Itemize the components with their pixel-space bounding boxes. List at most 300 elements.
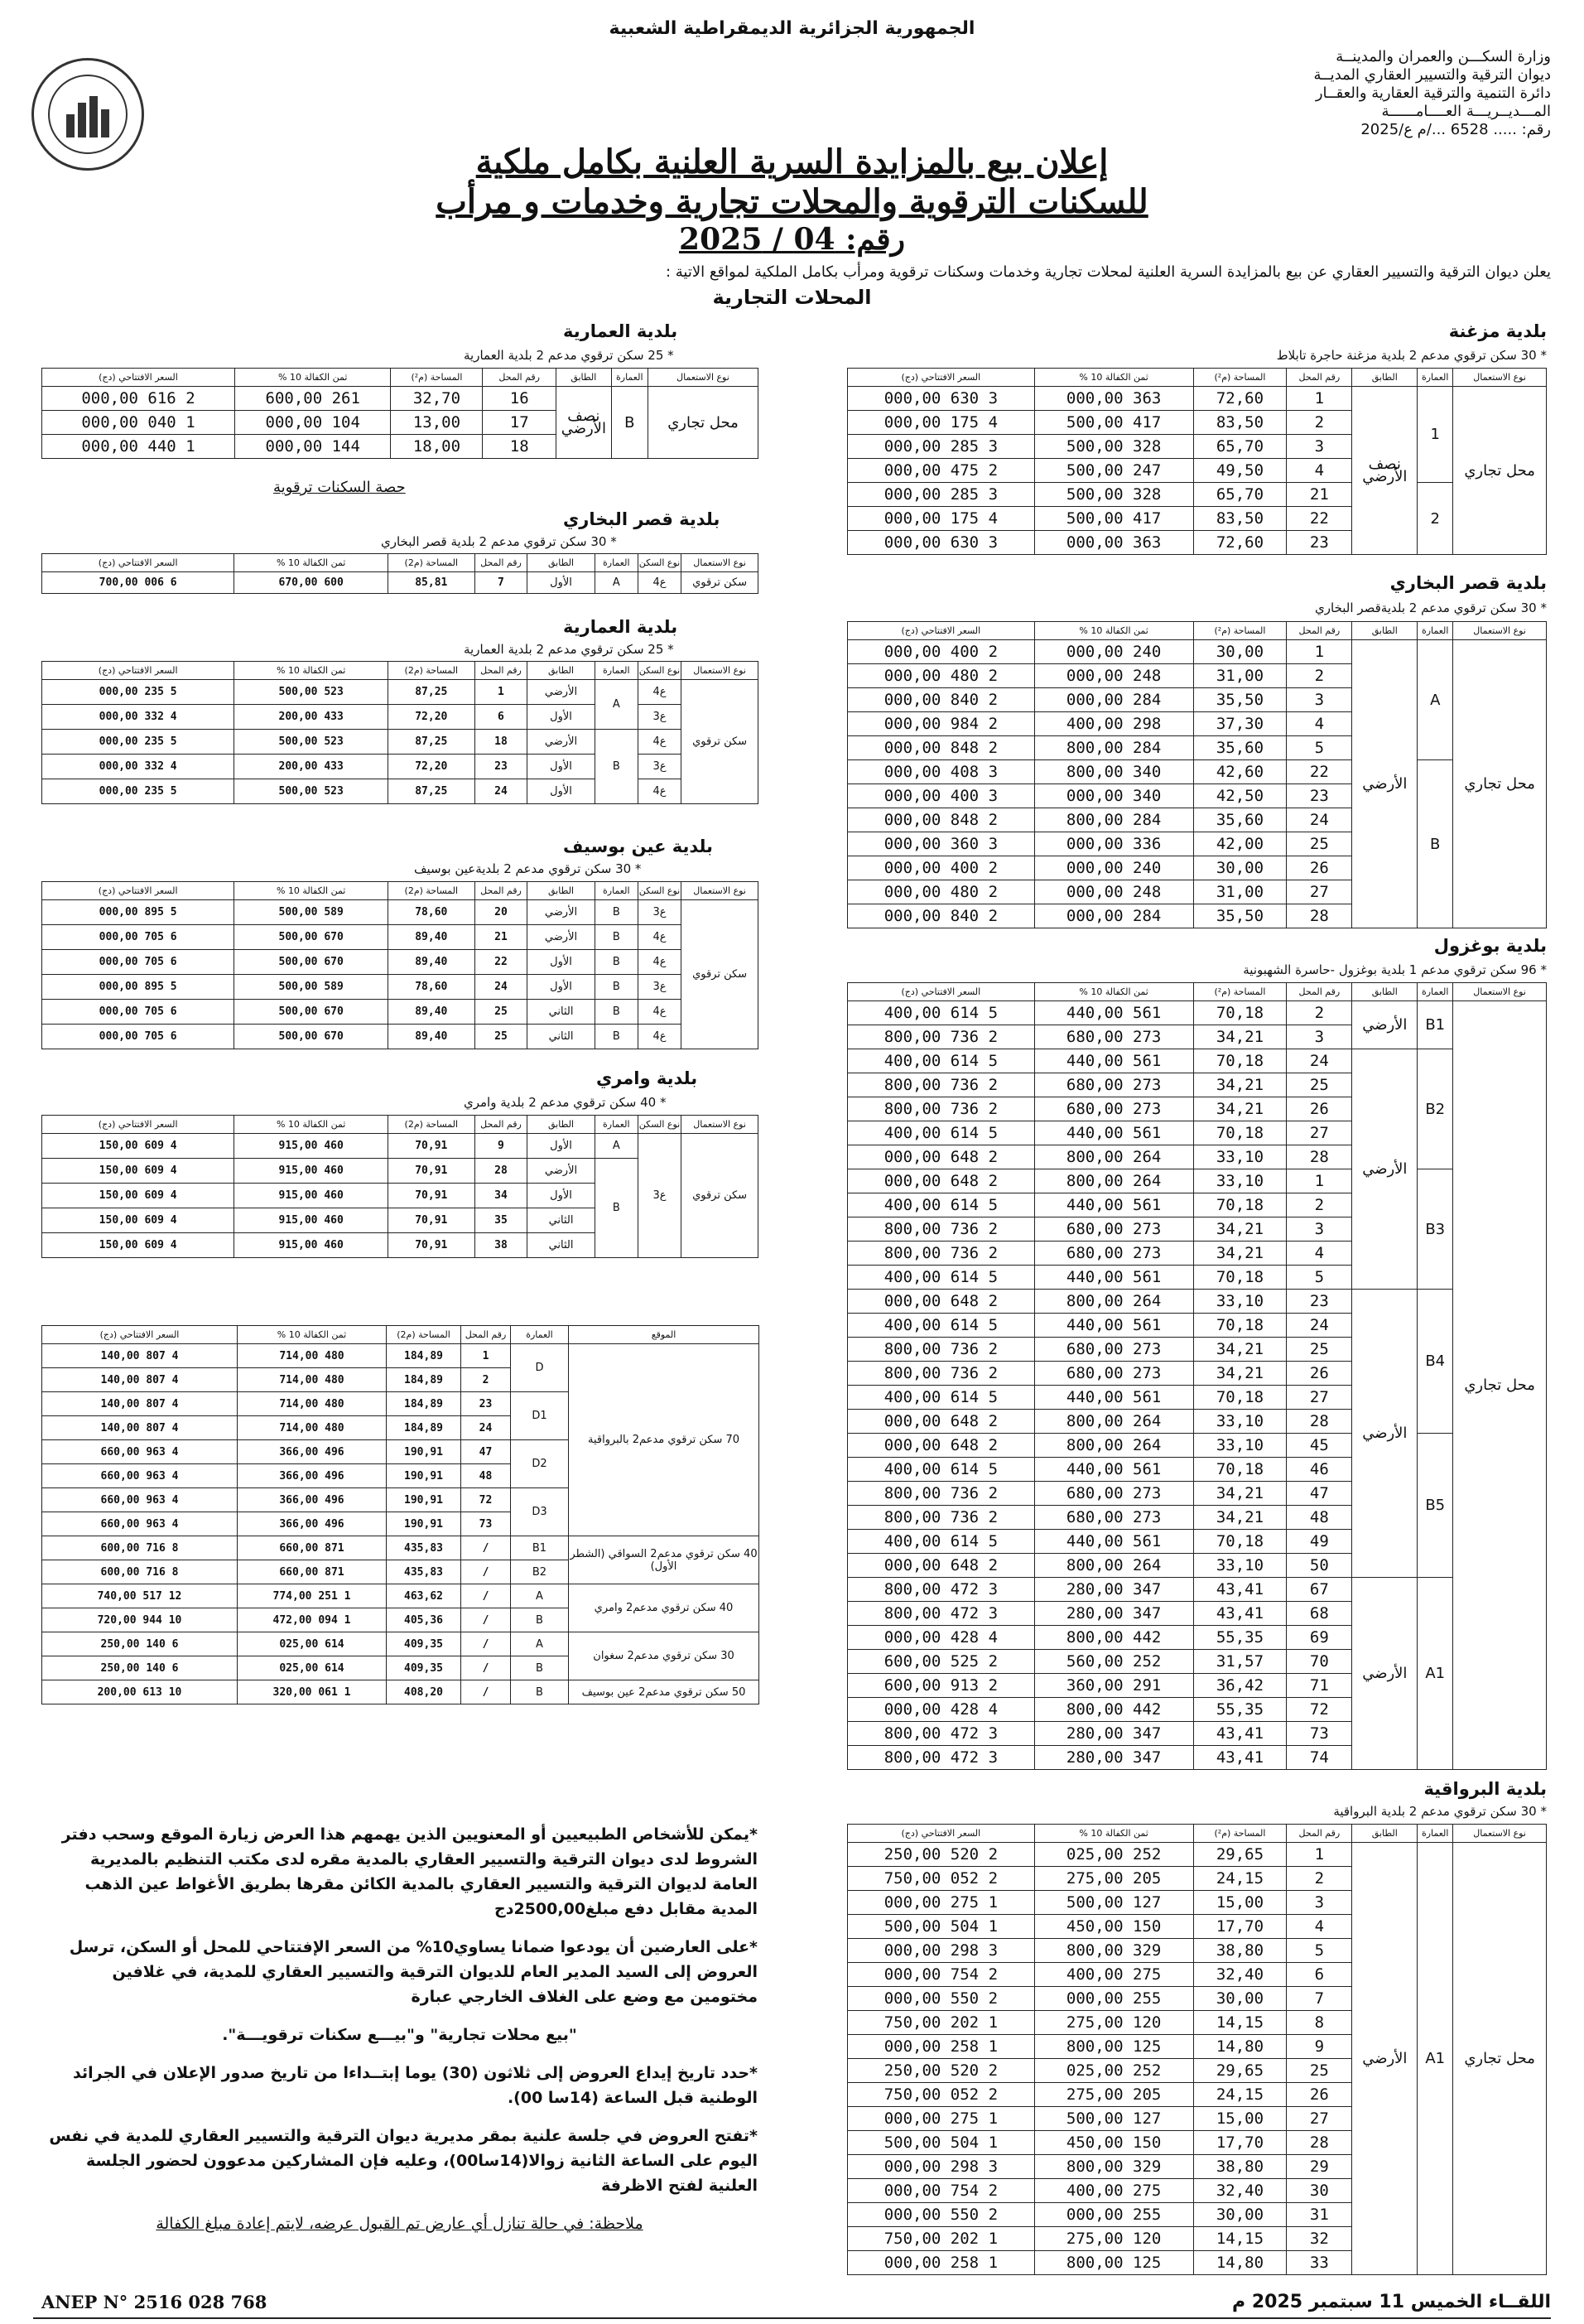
floor-cell: الأول (527, 779, 595, 804)
unit-number: 28 (1287, 2131, 1352, 2155)
column-header: المساحة (م2) (388, 1116, 474, 1134)
deposit-value: 417 500,00 (1034, 411, 1193, 435)
area-value: 78,60 (388, 900, 474, 925)
type-cell: ع4 (638, 1025, 681, 1049)
deposit-value: 264 800,00 (1034, 1290, 1193, 1314)
deposit-value: 561 440,00 (1034, 1121, 1193, 1145)
opening-price: 2 736 800,00 (848, 1097, 1035, 1121)
opening-price: 3 400 000,00 (848, 784, 1035, 808)
column-header: السعر الافتتاحي (دج) (42, 1326, 238, 1344)
opening-price: 10 944 720,00 (42, 1608, 238, 1632)
column-header: السعر الافتتاحي (دج) (848, 983, 1035, 1001)
unit-number: 2 (1287, 1193, 1352, 1217)
unit-number: 47 (1287, 1482, 1352, 1506)
opening-price: 8 716 600,00 (42, 1560, 238, 1584)
unit-number: 28 (1287, 1410, 1352, 1434)
building-cell: B (611, 387, 648, 459)
deposit-value: 264 800,00 (1034, 1145, 1193, 1169)
header-row (42, 1326, 759, 1344)
deposit-value: 347 280,00 (1034, 1602, 1193, 1626)
unit-number: 47 (461, 1440, 511, 1464)
area-value: 34,21 (1193, 1506, 1287, 1530)
unit-number: 24 (474, 779, 527, 804)
building-cell: A (1418, 640, 1453, 760)
table-row (42, 1632, 759, 1656)
floor-cell: الأول (527, 1134, 595, 1159)
area-value: 65,70 (1193, 435, 1287, 459)
floor-cell: الثاني (527, 1233, 595, 1258)
area-value: 15,00 (1193, 2107, 1287, 2131)
building-cell: B1 (511, 1536, 569, 1560)
opening-price: 3 285 000,00 (848, 435, 1035, 459)
opening-price: 2 400 000,00 (848, 640, 1035, 664)
column-header: نوع الاستعمال (1453, 1825, 1547, 1843)
section-commercial: المحلات التجارية (712, 286, 872, 309)
floor-cell: الأرضي (527, 900, 595, 925)
opening-price: 2 520 250,00 (848, 2059, 1035, 2083)
opening-price: 1 258 000,00 (848, 2251, 1035, 2275)
opening-price: 1 440 000,00 (42, 435, 235, 459)
opening-price: 4 807 140,00 (42, 1368, 238, 1392)
area-value: 87,25 (388, 779, 474, 804)
unit-number: 6 (474, 705, 527, 730)
column-header: نوع الاستعمال (1453, 369, 1547, 387)
site-cell: 30 سكن ترقوي مدعم2 سغوان (569, 1632, 759, 1680)
opening-price: 1 040 000,00 (42, 411, 235, 435)
header-row (42, 369, 758, 387)
floor-cell: الأرضي (1352, 1001, 1418, 1049)
unit-number: 26 (1287, 856, 1352, 880)
note-paragraph: *حدد تاريخ إيداع العروض إلى ثلاثون (30) يوما إبتــداءا من تاريخ صدور الإعلان في الجرائد الوطنية قبل الساعة (14سا 00). (73, 2064, 758, 2107)
unit-number: 18 (483, 435, 556, 459)
opening-price: 5 614 400,00 (848, 1121, 1035, 1145)
building-cell: 2 (1418, 483, 1453, 555)
column-header: نوع الاستعمال (681, 882, 758, 900)
unit-number: 23 (1287, 531, 1352, 555)
column-header: العمارة (595, 882, 638, 900)
section-residential: حصة السكنات ترقوية (273, 479, 406, 496)
title-line-2: للسكنات الترقوية والمحلات تجارية وخدمات و مرأب (436, 182, 1148, 221)
deposit-value: 273 680,00 (1034, 1242, 1193, 1266)
area-value: 70,18 (1193, 1458, 1287, 1482)
deposit-value: 248 000,00 (1034, 880, 1193, 904)
floor-cell: الأرضي (1352, 1049, 1418, 1290)
deposit-value: 433 200,00 (234, 705, 388, 730)
column-header: رقم المحل (1287, 983, 1352, 1001)
unit-number: 28 (1287, 1145, 1352, 1169)
table-row (848, 1049, 1547, 1073)
building-cell: B (595, 730, 638, 804)
opening-price: 4 609 150,00 (42, 1134, 234, 1159)
building-cell: D3 (511, 1488, 569, 1536)
unit-number: 3 (1287, 1891, 1352, 1915)
building-cell: B (511, 1680, 569, 1704)
opening-price: 1 275 000,00 (848, 1891, 1035, 1915)
building-cell: A (511, 1584, 569, 1608)
table-sites (41, 1325, 759, 1704)
table-row (42, 1134, 758, 1159)
column-header: نوع الاستعمال (681, 554, 758, 572)
area-value: 43,41 (1193, 1746, 1287, 1770)
opening-price: 3 472 800,00 (848, 1722, 1035, 1746)
deposit-value: 248 000,00 (1034, 664, 1193, 688)
header-row (848, 983, 1547, 1001)
table-maghnia (847, 368, 1547, 555)
area-value: 37,30 (1193, 712, 1287, 736)
unit-number: 70 (1287, 1650, 1352, 1674)
opening-price: 6 705 000,00 (42, 950, 234, 975)
column-header: العمارة (595, 554, 638, 572)
opening-price: 2 736 800,00 (848, 1073, 1035, 1097)
building-cell: B (511, 1656, 569, 1680)
unit-number: 25 (1287, 1073, 1352, 1097)
deposit-value: 264 800,00 (1034, 1554, 1193, 1578)
muni-amaria-res: بلدية العمارية (563, 617, 678, 637)
building-cell: B (595, 975, 638, 1000)
area-value: 14,15 (1193, 2011, 1287, 2035)
area-value: 190,91 (387, 1512, 461, 1536)
deposit-value: 205 275,00 (1034, 1867, 1193, 1891)
deposit-value: 561 440,00 (1034, 1266, 1193, 1290)
deposit-value: 561 440,00 (1034, 1001, 1193, 1025)
sub-amaria-res: * 25 سكن ترقوي مدعم 2 بلدية العمارية (464, 642, 674, 657)
opening-price: 2 848 000,00 (848, 736, 1035, 760)
area-value: 34,21 (1193, 1362, 1287, 1386)
area-value: 31,57 (1193, 1650, 1287, 1674)
area-value: 435,83 (387, 1560, 461, 1584)
area-value: 408,20 (387, 1680, 461, 1704)
column-header: السعر الافتتاحي (دج) (42, 1116, 234, 1134)
deposit-value: 252 025,00 (1034, 2059, 1193, 2083)
unit-number: 50 (1287, 1554, 1352, 1578)
header-row (42, 554, 758, 572)
area-value: 30,00 (1193, 2203, 1287, 2227)
opening-price: 2 480 000,00 (848, 664, 1035, 688)
deposit-value: 561 440,00 (1034, 1193, 1193, 1217)
opening-price: 8 716 600,00 (42, 1536, 238, 1560)
floor-cell: الأول (527, 705, 595, 730)
deposit-value: 561 440,00 (1034, 1458, 1193, 1482)
unit-number: 3 (1287, 1217, 1352, 1242)
opening-price: 2 616 000,00 (42, 387, 235, 411)
floor-cell: نصف الأرضي (1352, 387, 1418, 555)
opening-price: 6 705 000,00 (42, 925, 234, 950)
area-value: 190,91 (387, 1440, 461, 1464)
column-header: الطابق (1352, 1825, 1418, 1843)
deposit-value: 261 600,00 (234, 387, 391, 411)
unit-number: 2 (461, 1368, 511, 1392)
ministry-line: وزارة السكـــن والعمران والمدينــة (1336, 48, 1551, 65)
deposit-value: 523 500,00 (234, 779, 388, 804)
site-cell: 50 سكن ترقوي مدعم2 عين بوسيف (569, 1680, 759, 1704)
type-cell: ع4 (638, 1000, 681, 1025)
opening-price: 5 895 000,00 (42, 975, 234, 1000)
area-value: 72,20 (388, 705, 474, 730)
area-value: 70,18 (1193, 1386, 1287, 1410)
unit-number: 24 (474, 975, 527, 1000)
area-value: 70,18 (1193, 1121, 1287, 1145)
floor-cell: الأرضي (527, 730, 595, 755)
column-header: المساحة (م²) (1193, 369, 1287, 387)
unit-number: 34 (474, 1184, 527, 1208)
opening-price: 4 428 000,00 (848, 1698, 1035, 1722)
area-value: 34,21 (1193, 1217, 1287, 1242)
type-cell: ع4 (638, 730, 681, 755)
unit-number: 24 (1287, 1049, 1352, 1073)
unit-number: 4 (1287, 712, 1352, 736)
muni-ksar: بلدية قصر البخاري (1389, 573, 1547, 593)
column-header: العمارة (1418, 622, 1453, 640)
area-value: 14,80 (1193, 2251, 1287, 2275)
unit-number: 49 (1287, 1530, 1352, 1554)
column-header: نوع الاستعمال (1453, 983, 1547, 1001)
area-value: 14,80 (1193, 2035, 1287, 2059)
unit-number: 26 (1287, 2083, 1352, 2107)
area-value: 14,15 (1193, 2227, 1287, 2251)
area-value: 72,60 (1193, 531, 1287, 555)
muni-ouamri: بلدية وامري (596, 1068, 698, 1088)
deposit-value: 871 660,00 (238, 1536, 387, 1560)
column-header: العمارة (595, 662, 638, 680)
deposit-value: 340 000,00 (1034, 784, 1193, 808)
column-header: نوع الاستعمال (681, 1116, 758, 1134)
area-value: 34,21 (1193, 1242, 1287, 1266)
title-line-1: إعلان بيع بالمزايدة السرية العلنية بكامل ملكية (475, 142, 1109, 181)
opening-price: 2 913 600,00 (848, 1674, 1035, 1698)
opening-price: 2 648 000,00 (848, 1434, 1035, 1458)
unit-number: / (461, 1536, 511, 1560)
type-cell: ع4 (638, 572, 681, 594)
unit-number: 74 (1287, 1746, 1352, 1770)
republic-header: الجمهورية الجزائرية الديمقراطية الشعبية (609, 18, 975, 39)
opening-price: 5 614 400,00 (848, 1193, 1035, 1217)
note-paragraph: *تفتح العروض في جلسة علنية بمقر مديرية ديوان الترقية والتسيير العقاري للمدية في نفس اليوم على الساعة الثانية زوالا(14سا00)، وعليه فإن المشاركين مدعوون لحضور الجلسة العلنية لفتح الاظرفة (49, 2127, 758, 2195)
opening-price: 5 895 000,00 (42, 900, 234, 925)
opening-price: 2 736 800,00 (848, 1025, 1035, 1049)
unit-number: 5 (1287, 736, 1352, 760)
area-value: 70,91 (388, 1159, 474, 1184)
opening-price: 6 705 000,00 (42, 1025, 234, 1049)
muni-maghnia: بلدية مزغنة (1448, 321, 1547, 341)
table-row (848, 387, 1547, 411)
deposit-value: 284 000,00 (1034, 688, 1193, 712)
area-value: 70,18 (1193, 1193, 1287, 1217)
area-value: 32,70 (391, 387, 483, 411)
column-header: الطابق (1352, 983, 1418, 1001)
area-value: 70,18 (1193, 1049, 1287, 1073)
building-cell: A (595, 1134, 638, 1159)
area-value: 34,21 (1193, 1073, 1287, 1097)
area-value: 55,35 (1193, 1698, 1287, 1722)
area-value: 17,70 (1193, 2131, 1287, 2155)
deposit-value: 127 500,00 (1034, 1891, 1193, 1915)
sub-maghnia: * 30 سكن ترقوي مدعم 2 بلدية مزغنة حاجرة تابلاط (1276, 348, 1547, 363)
opening-price: 6 140 250,00 (42, 1656, 238, 1680)
area-value: 409,35 (387, 1656, 461, 1680)
opening-price: 2 736 800,00 (848, 1217, 1035, 1242)
opening-price: 4 963 660,00 (42, 1512, 238, 1536)
table-row (42, 680, 758, 705)
building-cell: B (595, 900, 638, 925)
building-cell: B3 (1418, 1169, 1453, 1290)
note-paragraph: ملاحظة: في حالة تنازل أي عارض تم القبول عرضه، لايتم إعادة مبلغ الكفالة (156, 2215, 643, 2233)
deposit-value: 1 061 320,00 (238, 1680, 387, 1704)
deposit-value: 614 025,00 (238, 1656, 387, 1680)
unit-number: / (461, 1632, 511, 1656)
area-value: 32,40 (1193, 1963, 1287, 1987)
unit-number: 26 (1287, 1362, 1352, 1386)
unit-number: 21 (474, 925, 527, 950)
deposit-value: 614 025,00 (238, 1632, 387, 1656)
column-header: رقم المحل (474, 662, 527, 680)
column-header: رقم المحل (461, 1326, 511, 1344)
opening-price: 5 614 400,00 (848, 1266, 1035, 1290)
note-paragraph: *على العارضين أن يودعوا ضمانا يساوي10% من السعر الإفتتاحي للمحل أو السكن، ترسل العروض إلى السيد المدير العام للديوان الترقية والتسيير العقاري للمدية، في غلافين مختومين مع وضع على الغلاف الخارجي عبارة (69, 1938, 758, 2006)
muni-berouaguia: بلدية البرواقية (1423, 1779, 1547, 1799)
unit-number: 25 (1287, 2059, 1352, 2083)
column-header: ثمن الكفالة 10 % (1034, 622, 1193, 640)
column-header: السعر الافتتاحي (دج) (848, 369, 1035, 387)
deposit-value: 670 500,00 (234, 1000, 388, 1025)
deposit-value: 670 500,00 (234, 950, 388, 975)
deposit-value: 460 915,00 (234, 1134, 388, 1159)
unit-number: 25 (474, 1025, 527, 1049)
floor-cell: الأول (527, 1184, 595, 1208)
area-value: 30,00 (1193, 856, 1287, 880)
area-value: 70,18 (1193, 1530, 1287, 1554)
column-header: ثمن الكفالة 10 % (234, 1116, 388, 1134)
column-header: المساحة (م2) (387, 1326, 461, 1344)
table-row (848, 640, 1547, 664)
column-header: السعر الافتتاحي (دج) (42, 554, 234, 572)
floor-cell: الثاني (527, 1025, 595, 1049)
deposit-value: 561 440,00 (1034, 1386, 1193, 1410)
header-row (848, 622, 1547, 640)
header-row (848, 1825, 1547, 1843)
deposit-value: 347 280,00 (1034, 1722, 1193, 1746)
column-header: المساحة (م²) (1193, 622, 1287, 640)
column-header: السعر الافتتاحي (دج) (42, 882, 234, 900)
area-value: 55,35 (1193, 1626, 1287, 1650)
unit-number: / (461, 1608, 511, 1632)
deposit-value: 460 915,00 (234, 1233, 388, 1258)
column-header: نوع السكن (638, 554, 681, 572)
deposit-value: 561 440,00 (1034, 1314, 1193, 1338)
opening-price: 3 298 000,00 (848, 1939, 1035, 1963)
unit-number: 28 (474, 1159, 527, 1184)
floor-cell: الأول (527, 572, 595, 594)
area-value: 17,70 (1193, 1915, 1287, 1939)
unit-number: 23 (1287, 784, 1352, 808)
unit-number: 71 (1287, 1674, 1352, 1698)
opening-price: 2 984 000,00 (848, 712, 1035, 736)
unit-number: 2 (1287, 411, 1352, 435)
area-value: 42,00 (1193, 832, 1287, 856)
column-header: المساحة (م2) (388, 882, 474, 900)
site-cell: 70 سكن ترقوي مدعم2 بالبرواقية (569, 1344, 759, 1536)
unit-number: 27 (1287, 1386, 1352, 1410)
column-header: الطابق (527, 1116, 595, 1134)
column-header: المساحة (م²) (1193, 1825, 1287, 1843)
note-paragraph: *يمكن للأشخاص الطبيعيين أو المعنويين الذين يهمهم هذا العرض زيارة الموقع وسحب دفتر الشروط لدى ديوان الترقية والتسيير العقاري بالمدية مقره لدى مكتب التنظيم بالمديرية العامة لديوان الترقية والتسيير العقاري بالمدية الكائن مقرها بطريق الأغواط عين الذهب المدية مقابل دفع مبلغ2500,00دج (61, 1825, 758, 1918)
table-row (848, 1001, 1547, 1025)
floor-cell: الثاني (527, 1000, 595, 1025)
unit-number: 33 (1287, 2251, 1352, 2275)
opening-price: 2 520 250,00 (848, 1843, 1035, 1867)
deposit-value: 273 680,00 (1034, 1482, 1193, 1506)
area-value: 190,91 (387, 1464, 461, 1488)
deposit-value: 273 680,00 (1034, 1506, 1193, 1530)
table-row (42, 730, 758, 755)
deposit-value: 561 440,00 (1034, 1530, 1193, 1554)
sub-ainbou: * 30 سكن ترقوي مدعم 2 بلديةعين بوسيف (414, 861, 642, 876)
unit-number: 1 (1287, 1169, 1352, 1193)
opening-price: 2 736 800,00 (848, 1482, 1035, 1506)
opening-price: 5 614 400,00 (848, 1049, 1035, 1073)
unit-number: 69 (1287, 1626, 1352, 1650)
muni-ainbou: بلدية عين بوسيف (563, 837, 713, 856)
table-row (848, 1169, 1547, 1193)
column-header: العمارة (611, 369, 648, 387)
opening-price: 5 235 000,00 (42, 779, 234, 804)
deposit-value: 120 275,00 (1034, 2011, 1193, 2035)
column-header: العمارة (511, 1326, 569, 1344)
area-value: 70,18 (1193, 1266, 1287, 1290)
ministry-block (1153, 48, 1551, 139)
unit-number: 18 (474, 730, 527, 755)
opening-price: 2 052 750,00 (848, 2083, 1035, 2107)
unit-number: 7 (474, 572, 527, 594)
sub-berouaguia: * 30 سكن ترقوي مدعم 2 بلدية البرواقية (1333, 1804, 1547, 1819)
area-value: 38,80 (1193, 1939, 1287, 1963)
opening-price: 4 332 000,00 (42, 755, 234, 779)
unit-number: 2 (1287, 1867, 1352, 1891)
opening-price: 2 840 000,00 (848, 688, 1035, 712)
deposit-value: 264 800,00 (1034, 1410, 1193, 1434)
deposit-value: 273 680,00 (1034, 1073, 1193, 1097)
area-value: 85,81 (388, 572, 474, 594)
deposit-value: 496 366,00 (238, 1464, 387, 1488)
site-cell: 40 سكن ترقوي مدعم2 وامري (569, 1584, 759, 1632)
floor-cell: الثاني (527, 1208, 595, 1233)
opening-price: 2 736 800,00 (848, 1506, 1035, 1530)
opening-price: 2 400 000,00 (848, 856, 1035, 880)
opening-price: 4 332 000,00 (42, 705, 234, 730)
area-value: 30,00 (1193, 1987, 1287, 2011)
area-value: 33,10 (1193, 1169, 1287, 1193)
area-value: 35,50 (1193, 688, 1287, 712)
area-value: 89,40 (388, 950, 474, 975)
deposit-value: 496 366,00 (238, 1512, 387, 1536)
column-header: الطابق (1352, 369, 1418, 387)
area-value: 184,89 (387, 1416, 461, 1440)
deposit-value: 363 000,00 (1034, 387, 1193, 411)
building-cell: B (595, 1000, 638, 1025)
opening-price: 5 614 400,00 (848, 1001, 1035, 1025)
area-value: 435,83 (387, 1536, 461, 1560)
deposit-value: 871 660,00 (238, 1560, 387, 1584)
column-header: الطابق (556, 369, 612, 387)
table-amaria-residential (41, 661, 758, 804)
table-row (42, 779, 758, 804)
floor-cell: الأرضي (527, 925, 595, 950)
unit-number: 28 (1287, 904, 1352, 928)
column-header: ثمن الكفالة 10 % (234, 882, 388, 900)
area-value: 405,36 (387, 1608, 461, 1632)
column-header: رقم المحل (1287, 369, 1352, 387)
deposit-value: 255 000,00 (1034, 1987, 1193, 2011)
opening-price: 2 475 000,00 (848, 459, 1035, 483)
